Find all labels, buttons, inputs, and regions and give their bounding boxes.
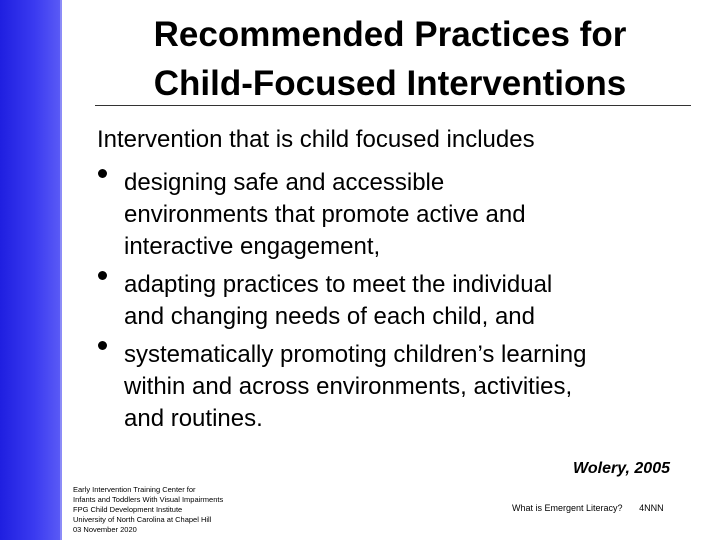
footer-slide-name: What is Emergent Literacy?	[512, 503, 623, 513]
bullet-line: environments that promote active and	[124, 201, 526, 228]
bullet-line: adapting practices to meet the individual	[124, 271, 553, 298]
slide-title	[95, 10, 685, 108]
bullet-dot-icon	[98, 341, 107, 350]
footer-org-line: FPG Child Development Institute	[73, 505, 183, 514]
footer-slide-info	[512, 503, 664, 513]
bullet-line: and routines.	[124, 405, 263, 432]
citation: Wolery, 2005	[573, 460, 670, 477]
bullet-line: systematically promoting children’s learning	[124, 341, 587, 368]
bullet-line: interactive engagement,	[124, 233, 381, 260]
slide-number: 4NNN	[639, 503, 664, 513]
footer-organization	[73, 485, 223, 535]
bullet-item	[97, 339, 586, 435]
blue-sidebar-bar	[0, 0, 62, 540]
footer-org-line: University of North Carolina at Chapel Hill	[73, 515, 212, 524]
bullet-item	[97, 167, 586, 263]
bullet-item	[97, 269, 586, 333]
intro-text: Intervention that is child focused includes	[97, 126, 535, 153]
footer-date: 03 November 2020	[73, 525, 137, 534]
bullet-line: and changing needs of each child, and	[124, 303, 535, 330]
bullet-line: within and across environments, activities,	[124, 373, 573, 400]
footer-org-line: Early Intervention Training Center for	[73, 485, 196, 494]
title-line-2: Child-Focused Interventions	[153, 64, 627, 103]
bullet-line: designing safe and accessible	[124, 169, 445, 196]
bullet-dot-icon	[98, 169, 107, 178]
bullet-list	[97, 167, 586, 435]
title-line-1: Recommended Practices for	[153, 15, 627, 54]
bullet-dot-icon	[98, 271, 107, 280]
footer-org-line: Infants and Toddlers With Visual Impairments	[73, 495, 224, 504]
title-divider	[95, 105, 691, 106]
